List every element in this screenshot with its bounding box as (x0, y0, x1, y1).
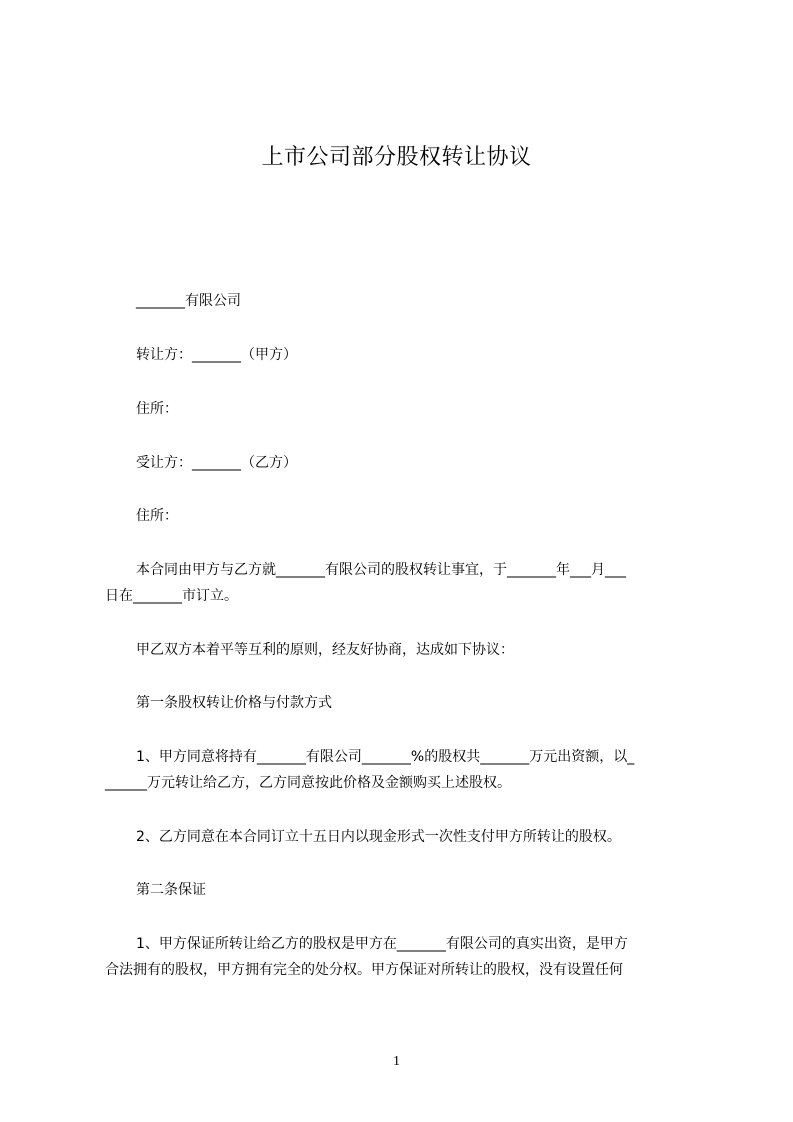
article-1-item-1 (105, 744, 705, 796)
article-2-heading: 第二条保证 (136, 882, 206, 898)
article-2-item-1-line-1: 1、甲方保证所转让给乙方的股权是甲方在_______有限公司的真实出资，是甲方 (136, 936, 628, 952)
article-1-item-2: 2、乙方同意在本合同订立十五日内以现金形式一次性支付甲方所转让的股权。 (136, 829, 621, 845)
agreement-intro: 甲乙双方本着平等互利的原则，经友好协商，达成如下协议： (136, 642, 514, 658)
transferor-address: 住所： (136, 401, 178, 417)
article-1-item-1-line-2: ______万元转让给乙方，乙方同意按此价格及金额购买上述股权。 (105, 775, 511, 791)
transferor-line: 转让方：_______（甲方） (136, 347, 297, 363)
transferee-line: 受让方：_______（乙方） (136, 455, 297, 471)
article-1-heading: 第一条股权转让价格与付款方式 (136, 695, 332, 711)
intro-paragraph-line-1: 本合同由甲方与乙方就_______有限公司的股权转让事宜，于_______年___月___ (136, 562, 626, 578)
transferee-address: 住所： (136, 508, 178, 524)
company-line: _______有限公司 (136, 293, 241, 309)
document-title: 上市公司部分股权转让协议 (261, 145, 532, 170)
article-1-item-1-line-1: 1、甲方同意将持有_______有限公司_______%的股权共_______万元出资额，以_ (136, 749, 635, 765)
article-2-item-1-line-2: 合法拥有的股权，甲方拥有完全的处分权。甲方保证对所转让的股权，没有设置任何 (105, 962, 623, 978)
article-2-item-1 (105, 931, 705, 983)
page-number: 1 (393, 1054, 400, 1069)
intro-paragraph-line-2: 日在_______市订立。 (105, 588, 238, 604)
intro-paragraph (105, 557, 705, 609)
